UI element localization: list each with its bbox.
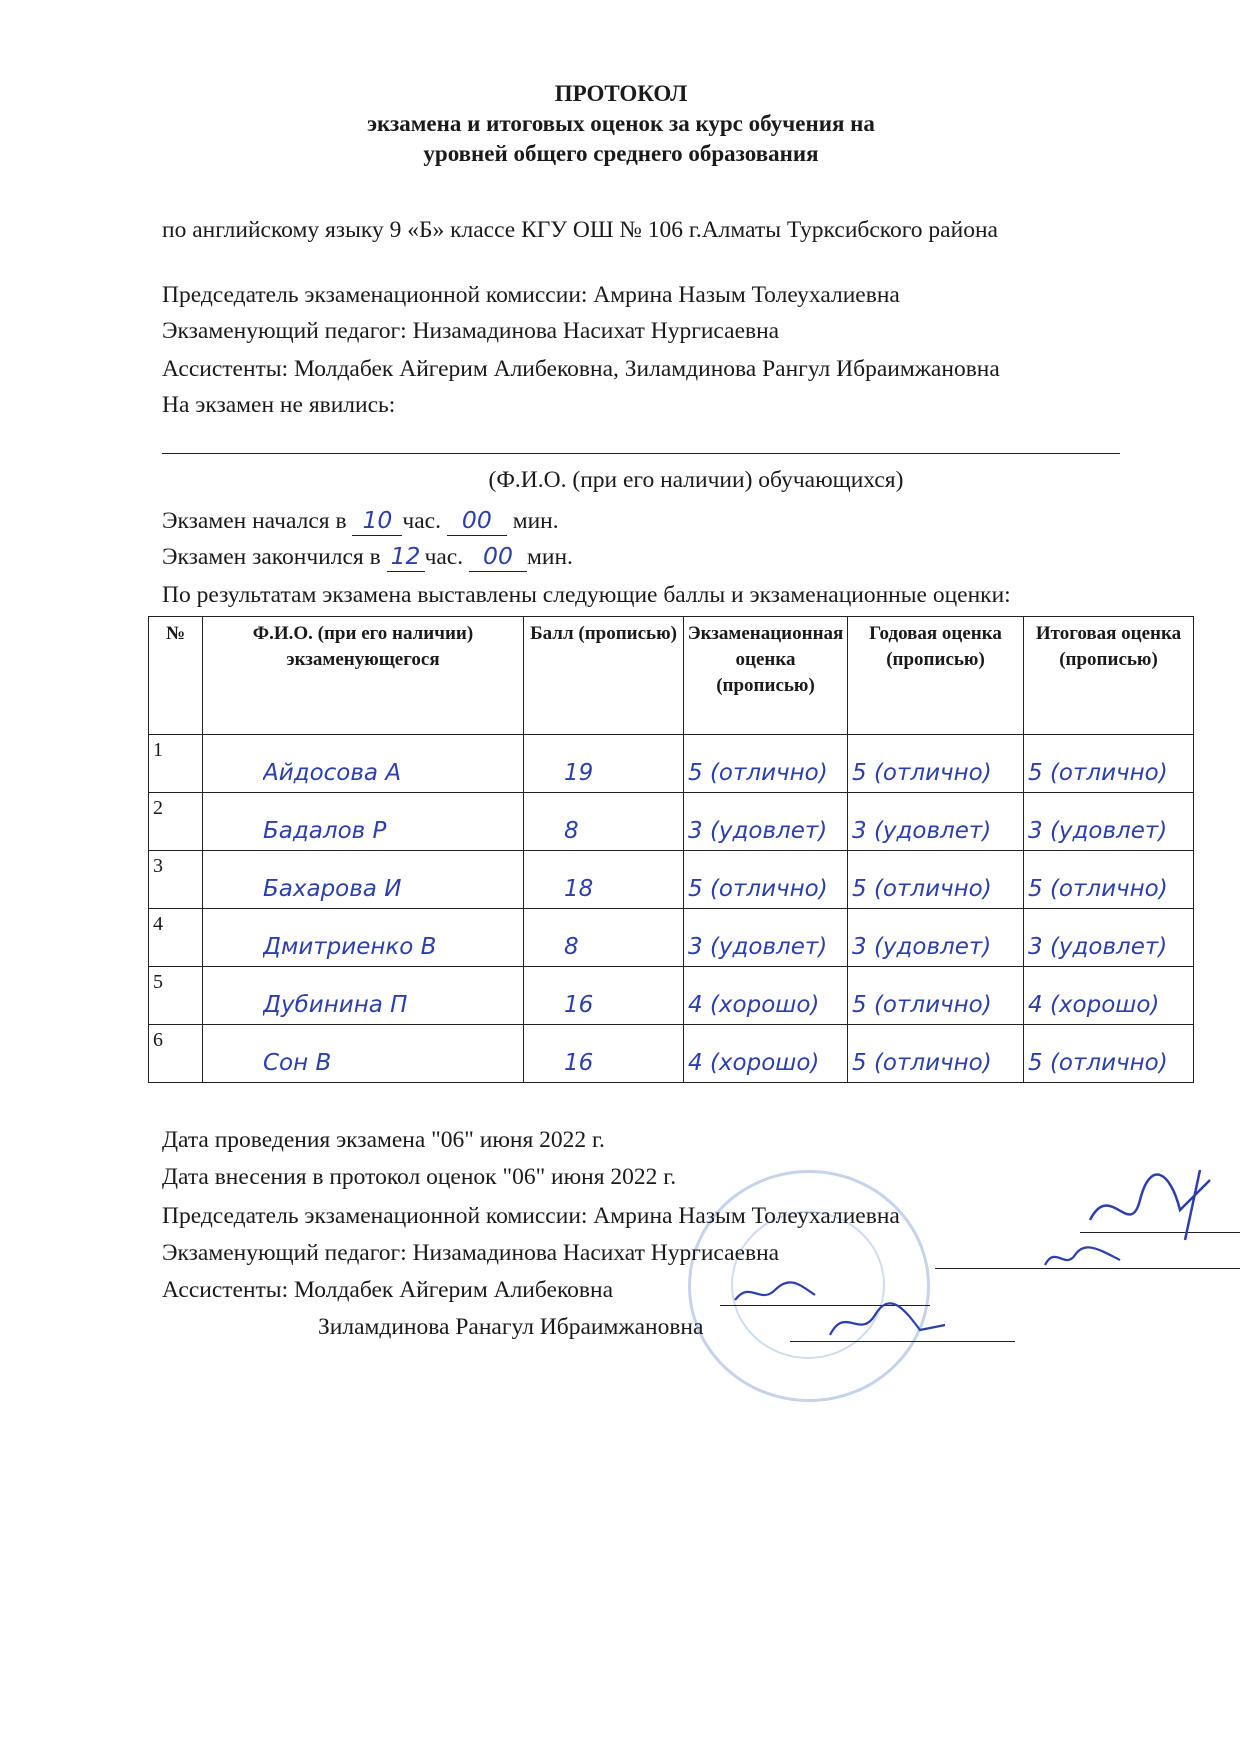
absent-caption: (Ф.И.О. (при его наличии) обучающихся) <box>488 467 904 493</box>
exam-end-min: 00 <box>469 541 527 572</box>
assistant-1-signature <box>730 1275 820 1311</box>
table-row <box>149 909 1194 967</box>
exam-start-prefix: Экзамен начался в <box>162 508 347 534</box>
row-exam-grade: 4 (хорошо) <box>688 992 820 1018</box>
row-year-grade: 5 (отлично) <box>852 760 992 786</box>
row-num: 2 <box>153 797 163 819</box>
exam-start-hour: 10 <box>352 505 402 536</box>
entry-date: Дата внесения в протокол оценок "06" июня 2022 г. <box>162 1164 677 1190</box>
exam-date: Дата проведения экзамена "06" июня 2022 г. <box>162 1127 605 1153</box>
row-score: 16 <box>564 1050 594 1076</box>
header-num: № <box>149 617 203 735</box>
row-num: 1 <box>153 739 163 761</box>
row-score: 19 <box>564 760 594 786</box>
absent-blank-line <box>162 453 1120 454</box>
row-final-grade: 4 (хорошо) <box>1028 992 1160 1018</box>
row-score: 16 <box>564 992 594 1018</box>
row-exam-grade: 5 (отлично) <box>688 760 828 786</box>
commission-chair: Председатель экзаменационной комиссии: Амрина Назым Толеухалиевна <box>162 282 900 308</box>
examiner-signature <box>1040 1235 1130 1275</box>
header-year-grade: Годовая оценка (прописью) <box>848 617 1024 735</box>
row-exam-grade: 5 (отлично) <box>688 876 828 902</box>
exam-start-min: 00 <box>447 505 507 536</box>
row-name: Дмитриенко В <box>263 934 437 960</box>
table-row <box>149 1025 1194 1083</box>
footer-assistant-2: Зиламдинова Ранагул Ибраимжановна <box>318 1314 704 1340</box>
absent-label: На экзамен не явились: <box>162 392 396 418</box>
table-row <box>149 735 1194 793</box>
row-name: Айдосова А <box>263 760 402 786</box>
row-exam-grade: 3 (удовлет) <box>688 818 828 844</box>
document-subtitle-2: уровней общего среднего образования <box>423 141 819 166</box>
exam-end-min-unit: мин. <box>527 544 573 570</box>
commission-examiner: Экзаменующий педагог: Низамадинова Насихат Нургисаевна <box>162 318 780 344</box>
row-exam-grade: 4 (хорошо) <box>688 1050 820 1076</box>
table-row <box>149 967 1194 1025</box>
row-year-grade: 3 (удовлет) <box>852 818 992 844</box>
results-intro: По результатам экзамена выставлены следующие баллы и экзаменационные оценки: <box>162 582 1011 608</box>
row-score: 8 <box>564 818 579 844</box>
exam-end-line <box>162 541 573 572</box>
table-header-row <box>149 617 1194 735</box>
row-score: 18 <box>564 876 594 902</box>
exam-end-hour-unit: час. <box>424 544 464 570</box>
row-year-grade: 5 (отлично) <box>852 992 992 1018</box>
document-title: ПРОТОКОЛ <box>554 81 688 106</box>
row-year-grade: 5 (отлично) <box>852 1050 992 1076</box>
exam-end-prefix: Экзамен закончился в <box>162 544 381 570</box>
row-name: Дубинина П <box>263 992 408 1018</box>
commission-assistants: Ассистенты: Молдабек Айгерим Алибековна, Зиламдинова Рангул Ибраимжановна <box>162 356 1000 382</box>
footer-chair: Председатель экзаменационной комиссии: Амрина Назым Толеухалиевна <box>162 1203 900 1229</box>
assistant-2-signature <box>825 1300 955 1345</box>
row-exam-grade: 3 (удовлет) <box>688 934 828 960</box>
row-final-grade: 3 (удовлет) <box>1028 934 1168 960</box>
footer-assistant-1: Ассистенты: Молдабек Айгерим Алибековна <box>162 1277 614 1303</box>
row-name: Бахарова И <box>263 876 402 902</box>
row-num: 3 <box>153 855 163 877</box>
results-table <box>148 616 1194 1083</box>
header-final-grade: Итоговая оценка (прописью) <box>1024 617 1194 735</box>
row-name: Сон В <box>263 1050 332 1076</box>
row-final-grade: 5 (отлично) <box>1028 1050 1168 1076</box>
row-year-grade: 3 (удовлет) <box>852 934 992 960</box>
row-final-grade: 3 (удовлет) <box>1028 818 1168 844</box>
row-num: 6 <box>153 1029 163 1051</box>
exam-start-hour-unit: час. <box>402 508 441 534</box>
exam-start-min-unit: мин. <box>512 508 559 534</box>
row-num: 5 <box>153 971 163 993</box>
table-row <box>149 851 1194 909</box>
exam-end-hour: 12 <box>387 541 425 572</box>
row-year-grade: 5 (отлично) <box>852 876 992 902</box>
row-score: 8 <box>564 934 579 960</box>
document-subtitle-1: экзамена и итоговых оценок за курс обучения на <box>367 111 875 136</box>
table-row <box>149 793 1194 851</box>
header-exam-grade: Экзаменационная оценка (прописью) <box>684 617 848 735</box>
exam-start-line <box>162 505 559 536</box>
row-name: Бадалов Р <box>263 818 387 844</box>
header-score: Балл (прописью) <box>524 617 684 735</box>
header-name: Ф.И.О. (при его наличии) экзаменующегося <box>203 617 524 735</box>
row-num: 4 <box>153 913 163 935</box>
subject-line: по английскому языку 9 «Б» классе КГУ ОШ № 106 г.Алматы Турксибского района <box>162 217 998 243</box>
footer-examiner: Экзаменующий педагог: Низамадинова Насихат Нургисаевна <box>162 1240 780 1266</box>
row-final-grade: 5 (отлично) <box>1028 876 1168 902</box>
row-final-grade: 5 (отлично) <box>1028 760 1168 786</box>
